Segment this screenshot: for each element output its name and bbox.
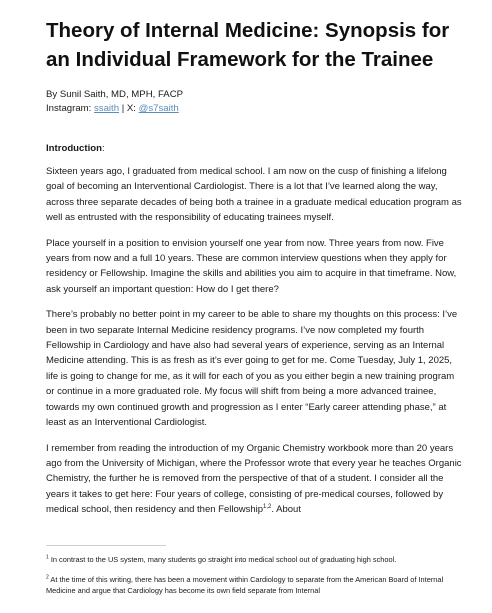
paragraph-4-tail: . About <box>271 504 301 516</box>
section-heading <box>46 142 462 156</box>
footnote-1-text: In contrast to the US system, many students go straight into medical school out of graduating high school. <box>48 555 397 564</box>
footnote-divider <box>46 545 166 546</box>
instagram-link[interactable]: ssaith <box>94 103 120 114</box>
paragraph-4 <box>46 441 462 518</box>
footnote-1 <box>46 554 464 565</box>
author-line: By Sunil Saith, MD, MPH, FACP <box>46 89 184 100</box>
section-heading-text: Introduction <box>46 143 102 154</box>
footnote-reference[interactable]: 1,2 <box>263 503 272 510</box>
social-separator: | X: <box>119 103 139 114</box>
section-heading-colon: : <box>101 143 105 154</box>
footnote-2 <box>46 574 464 596</box>
paragraph-2: Place yourself in a position to envision yourself one year from now. Three years from now. Five years from now and a full 10 years. These are common interview questions when they apply for residency or Fellowship. Imagine the skills and abilities you aim to acquire in that timeframe. Now, ask yourself an important question: How do I get there? <box>46 237 457 295</box>
document-title: Theory of Internal Medicine: Synopsis for an Individual Framework for the Trainee <box>46 19 450 71</box>
instagram-label: Instagram: <box>46 103 94 114</box>
paragraph-3: There’s probably no better point in my career to be able to share my thoughts on this process: I’ve been in two separate Internal Medicine residency programs. I’ve now completed my fourth Fellowship in Cardiology and have also had several years of experience, serving as an Internal Medicine attending. This is as fresh as it’s ever going to get for me. Come Tuesday, July 1, 2025, life is going to change for me, as it will for each of you as you either begin a new training program or continue in a more graduated role. My focus will shift from being a more advanced trainee, towards my own continued growth and progression as I enter “Early career attending phase,” at least as an Interventional Cardiologist. <box>46 309 458 429</box>
paragraph-4-text: I remember from reading the introduction of my Organic Chemistry workbook more than 20 years ago from the University of Michigan, where the Professor wrote that every year he teaches Organic Chemistry, the further he is removed from the perspective of that of a student. I consider all the years it takes to get here: Four years of college, consisting of pre-medical courses, followed by medical school, then residency and then Fellowship <box>46 442 462 516</box>
footnote-1-number: 1 <box>46 554 49 561</box>
footnote-2-number: 2 <box>46 574 49 581</box>
x-link[interactable]: @s7saith <box>138 103 179 114</box>
footnotes <box>46 554 464 605</box>
social-line <box>46 102 462 116</box>
paragraph-1: Sixteen years ago, I graduated from medical school. I am now on the cusp of finishing a lifelong goal of becoming an Interventional Cardiologist. There is a lot that I’ve learned along the way, across three separate decades of being both a trainee in a graduate medical education program as well as entrusted with the responsibility of educating trainees myself. <box>46 166 462 224</box>
footnote-2-text: At the time of this writing, there has been a movement within Cardiology to separate from the American Board of Internal Medicine and argue that Cardiology has become its own field separate from Internal <box>46 575 444 595</box>
byline <box>46 88 462 116</box>
